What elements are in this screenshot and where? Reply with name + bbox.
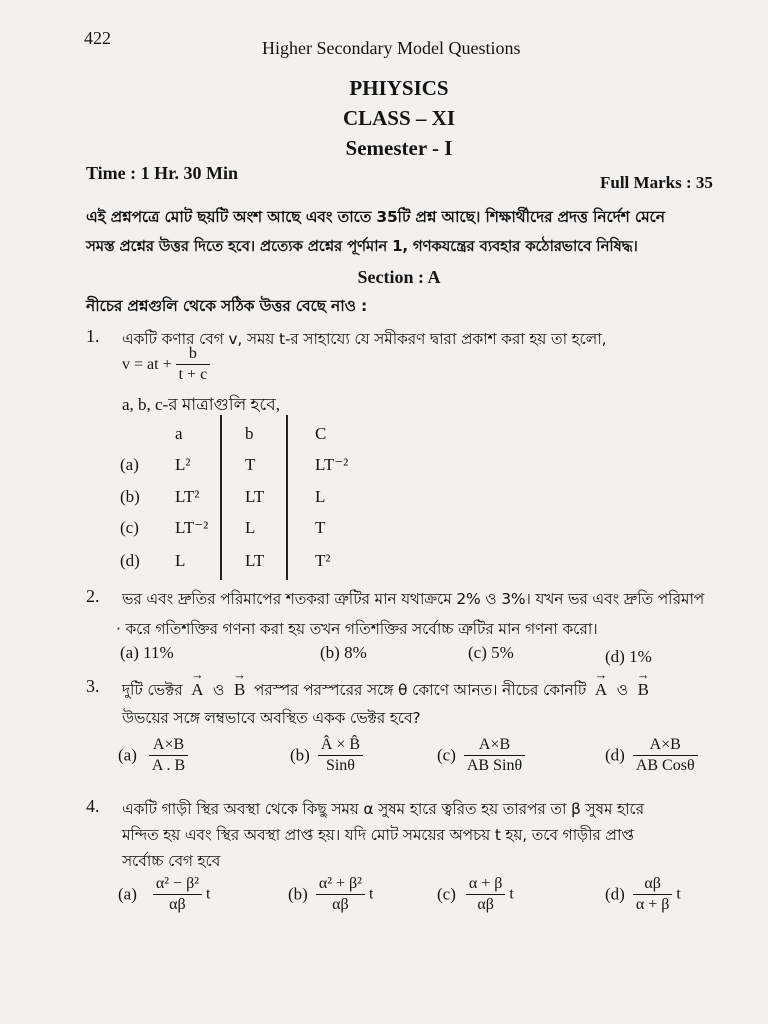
- q4-option-d: [605, 874, 681, 915]
- q3-option-fraction: [633, 735, 698, 776]
- q4-denominator: αβ: [169, 896, 186, 913]
- q3-option-label: (c): [437, 745, 456, 765]
- q3-line-2: উভয়ের সঙ্গে লম্বভাবে অবস্থিত একক ভেক্টর হবে?: [122, 709, 421, 727]
- q1-text: একটি কণার বেগ v, সময় t-র সাহায্যে যে সমীকরণ দ্বারা প্রকাশ করা হয় তা হলো,: [122, 330, 607, 348]
- q1-prompt: a, b, c-র মাত্রাগুলি হবে,: [122, 395, 280, 414]
- q4-option-b: [288, 874, 373, 915]
- instructions-line-1: এই প্রশ্নপত্রে মোট ছয়টি অংশ আছে এবং তাতে 35টি প্রশ্ন আছে। শিক্ষার্থীদের প্রদত্ত নির্দেশ মেনে: [86, 208, 665, 226]
- q4-numerator: α² + β²: [316, 874, 365, 895]
- q1-option-label: (a): [120, 455, 139, 474]
- q3-option-fraction: [318, 735, 363, 776]
- q3-option-a: [118, 735, 188, 776]
- q2-option-d: (d) 1%: [605, 647, 652, 666]
- q3-and-word: ও: [213, 681, 225, 699]
- q4-option-fraction: [153, 874, 202, 915]
- full-marks-label: Full Marks : 35: [600, 173, 713, 192]
- instructions-line-2: সমস্ত প্রশ্নের উত্তর দিতে হবে। প্রত্যেক প্রশ্নের পূর্ণমান 1, গণকযন্ত্রের ব্যবহার কঠোরভাবে নিষিদ্ধ।: [86, 237, 638, 255]
- vector-a-symbol: → A: [595, 680, 607, 700]
- q3-numerator: A×B: [149, 735, 188, 756]
- q3-denominator: AB Cosθ: [635, 757, 695, 774]
- q2-line-2: · করে গতিশক্তির গণনা করা হয় তখন গতিশক্তির সর্বোচ্চ ত্রুটির মান গণনা করো।: [116, 620, 598, 638]
- q3-line-1-start: দুটি ভেক্টর: [122, 681, 183, 699]
- q3-denominator: A . B: [151, 757, 186, 774]
- question-number: 1.: [86, 326, 100, 346]
- q3-numerator: A×B: [633, 735, 698, 756]
- q4-line-1: একটি গাড়ী স্থির অবস্থা থেকে কিছু সময় α সুষম হারে ত্বরিত হয় তারপর তা β সুষম হারে: [122, 800, 644, 818]
- q4-option-label: (b): [288, 884, 308, 904]
- q1-cell-a: L: [175, 551, 186, 570]
- q4-numerator: α² − β²: [153, 874, 202, 895]
- question-number: 2.: [86, 586, 100, 606]
- q4-option-fraction: [633, 874, 673, 915]
- q3-option-c: [437, 735, 525, 776]
- q1-cell-a: L²: [175, 455, 191, 474]
- q1-option-label: (c): [120, 518, 139, 537]
- q1-equation-fraction: [176, 344, 211, 385]
- q4-line-2: মন্দিত হয় এবং স্থির অবস্থা প্রাপ্ত হয়। যদি মোট সময়ের অপচয় t হয়, তবে গাড়ীর প্রাপ্ত: [122, 826, 634, 844]
- section-subtitle: নীচের প্রশ্নগুলি থেকে সঠিক উত্তর বেছে নাও :: [86, 297, 368, 315]
- question-number: 4.: [86, 796, 100, 816]
- q1-cell-b: T: [245, 455, 256, 474]
- q3-option-fraction: [464, 735, 525, 776]
- q1-table-header-c: C: [315, 424, 327, 443]
- q1-cell-b: L: [245, 518, 256, 537]
- q1-equation-lhs: v = at +: [122, 355, 172, 373]
- q3-option-b: [290, 735, 363, 776]
- q4-time-symbol: t: [368, 885, 374, 903]
- time-label: Time : 1 Hr. 30 Min: [86, 163, 238, 183]
- q3-denominator: AB Sinθ: [466, 757, 523, 774]
- q3-line-1-end: পরস্পর পরস্পরের সঙ্গে θ কোণে আনত। নীচের কোনটি: [253, 681, 587, 699]
- q1-table-header-a: a: [175, 424, 183, 443]
- q1-equation: [122, 344, 210, 385]
- q1-cell-c: L: [315, 487, 326, 506]
- q1-cell-c: T²: [315, 551, 331, 570]
- q4-numerator: αβ: [633, 874, 673, 895]
- q1-table-header-b: b: [245, 424, 254, 443]
- q2-option-b: (b) 8%: [320, 643, 367, 662]
- q1-cell-a: LT⁻²: [175, 518, 209, 537]
- q4-option-fraction: [466, 874, 506, 915]
- q3-numerator: Â × B̂: [318, 735, 363, 756]
- q3-option-label: (b): [290, 745, 310, 765]
- q1-cell-c: LT⁻²: [315, 455, 349, 474]
- q4-option-label: (a): [118, 884, 137, 904]
- question-number: 3.: [86, 676, 100, 696]
- q1-table-divider-2: [286, 415, 288, 580]
- q2-option-c: (c) 5%: [468, 643, 514, 662]
- q4-time-symbol: t: [676, 885, 681, 903]
- vector-b-symbol: → B: [234, 680, 245, 700]
- q4-denominator: α + β: [635, 896, 670, 913]
- q3-denominator: Sinθ: [325, 757, 355, 774]
- q4-time-symbol: t: [509, 885, 514, 903]
- q1-cell-c: T: [315, 518, 326, 537]
- q4-option-a: [118, 874, 210, 915]
- q3-line-1: [122, 678, 649, 704]
- q4-option-label: (d): [605, 884, 625, 904]
- class-title: CLASS – XI: [342, 106, 456, 130]
- q2-option-a: (a) 11%: [120, 643, 174, 662]
- q3-option-label: (d): [605, 745, 625, 765]
- semester-title: Semester - I: [345, 136, 453, 160]
- q1-cell-a: LT²: [175, 487, 200, 506]
- q1-equation-numerator: b: [176, 344, 211, 365]
- q3-numerator: A×B: [464, 735, 525, 756]
- q4-denominator: αβ: [332, 896, 349, 913]
- q1-option-label: (b): [120, 487, 140, 506]
- q4-time-symbol: t: [206, 885, 211, 903]
- q4-numerator: α + β: [466, 874, 506, 895]
- q1-option-label: (d): [120, 551, 140, 570]
- q1-equation-denominator: t + c: [178, 366, 208, 383]
- q4-option-c: [437, 874, 514, 915]
- book-title: Higher Secondary Model Questions: [262, 38, 521, 58]
- q4-option-fraction: [316, 874, 365, 915]
- q4-line-3: সর্বোচ্চ বেগ হবে: [122, 852, 221, 870]
- q3-option-fraction: [149, 735, 188, 776]
- q3-option-label: (a): [118, 745, 137, 765]
- q1-cell-b: LT: [245, 551, 265, 570]
- q4-denominator: αβ: [477, 896, 494, 913]
- vector-a-symbol: → A: [191, 680, 203, 700]
- q1-table-divider-1: [220, 415, 222, 580]
- section-title: Section : A: [357, 267, 441, 287]
- q1-cell-b: LT: [245, 487, 265, 506]
- vector-b-symbol: → B: [638, 680, 649, 700]
- q3-and-word: ও: [616, 681, 628, 699]
- subject-title: PHIYSICS: [349, 76, 449, 100]
- q2-line-1: ভর এবং দ্রুতির পরিমাপের শতকরা ত্রুটির মান যথাক্রমে 2% ও 3%। যখন ভর এবং দ্রুতি পরিমাপ: [122, 590, 705, 608]
- q3-option-d: [605, 735, 698, 776]
- q4-option-label: (c): [437, 884, 456, 904]
- page-number: 422: [84, 28, 111, 48]
